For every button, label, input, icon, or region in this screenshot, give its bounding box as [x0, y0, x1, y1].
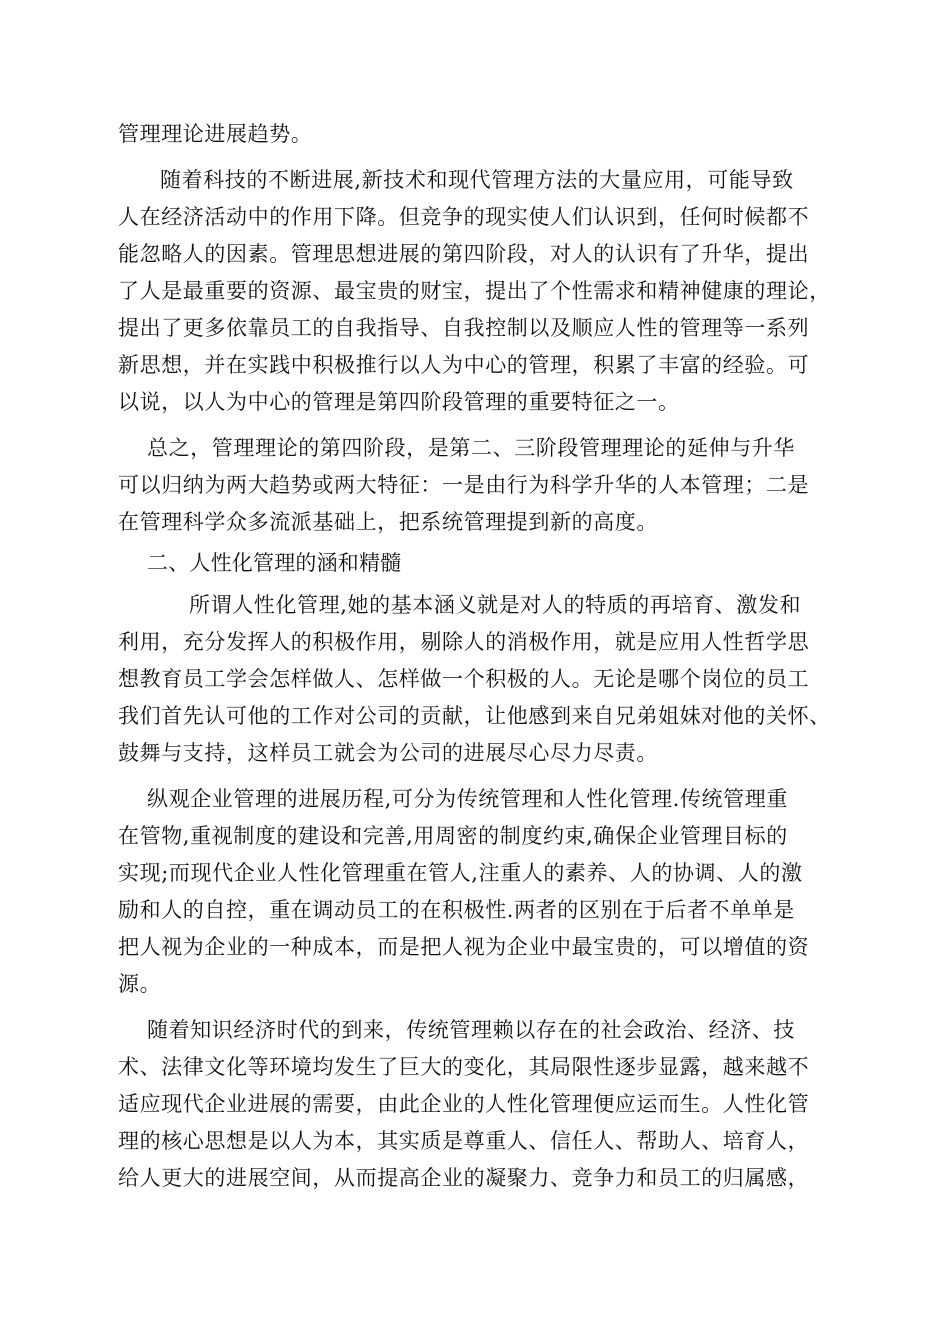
text-line: 适应现代企业进展的需要，由此企业的人性化管理便应运而生。人性化管: [118, 1092, 810, 1116]
section-heading: 二、人性化管理的涵和精髓: [147, 551, 402, 575]
text-line: 了人是最重要的资源、最宝贵的财宝，提出了个性需求和精神健康的理论，: [118, 279, 831, 303]
text-line: 以说，以人为中心的管理是第四阶段管理的重要特征之一。: [118, 390, 680, 414]
text-line: 利用，充分发挥人的积极作用，剔除人的消极作用，就是应用人性哲学思: [118, 630, 810, 654]
text-line: 可以归纳为两大趋势或两大特征：一是由行为科学升华的人本管理；二是: [118, 473, 810, 497]
text-line: 理的核心思想是以人为本，其实质是尊重人、信任人、帮助人、培育人，: [118, 1129, 810, 1153]
text-line: 在管理科学众多流派基础上，把系统管理提到新的高度。: [118, 510, 658, 534]
paragraph-start-line: 所谓人性化管理,她的基本涵义就是对人的特质的再培育、激发和: [189, 593, 802, 617]
text-line: 术、法律文化等环境均发生了巨大的变化，其局限性逐步显露，越来越不: [118, 1055, 810, 1079]
text-line: 提出了更多依靠员工的自我指导、自我控制以及顺应人性的管理等一系列: [118, 316, 810, 340]
text-line: 想教育员工学会怎样做人、怎样做一个积极的人。无论是哪个岗位的员工: [118, 667, 810, 691]
text-line: 管理理论进展趋势。: [118, 122, 313, 146]
paragraph-start-line: 随着科技的不断进展,新技术和现代管理方法的大量应用，可能导致: [160, 168, 794, 192]
text-line: 我们首先认可他的工作对公司的贡献，让他感到来自兄弟姐妹对他的关怀、: [118, 704, 831, 728]
text-line: 人在经济活动中的作用下降。但竞争的现实使人们认识到，任何时候都不: [118, 205, 810, 229]
text-line: 把人视为企业的一种成本，而是把人视为企业中最宝贵的，可以增值的资: [118, 935, 810, 959]
text-line: 给人更大的进展空间，从而提高企业的凝聚力、竞争力和员工的归属感，: [118, 1166, 810, 1190]
text-line: 励和人的自控，重在调动员工的在积极性.两者的区别在于后者不单单是: [118, 898, 795, 922]
text-line: 能忽略人的因素。管理思想进展的第四阶段，对人的认识有了升华，提出: [118, 242, 810, 266]
paragraph-start-line: 随着知识经济时代的到来，传统管理赖以存在的社会政治、经济、技: [147, 1018, 795, 1042]
text-line: 在管物,重视制度的建设和完善,用周密的制度约束,确保企业管理目标的: [118, 824, 788, 848]
text-line: 鼓舞与支持，这样员工就会为公司的进展尽心尽力尽责。: [118, 741, 658, 765]
text-line: 实现;而现代企业人性化管理重在管人,注重人的素养、人的协调、人的激: [118, 861, 803, 885]
paragraph-start-line: 纵观企业管理的进展历程,可分为传统管理和人性化管理.传统管理重: [147, 787, 788, 811]
paragraph-start-line: 总之，管理理论的第四阶段，是第二、三阶段管理理论的延伸与升华: [147, 436, 795, 460]
text-line: 新思想，并在实践中积极推行以人为中心的管理，积累了丰富的经验。可: [118, 353, 810, 377]
text-line: 源。: [118, 972, 162, 996]
